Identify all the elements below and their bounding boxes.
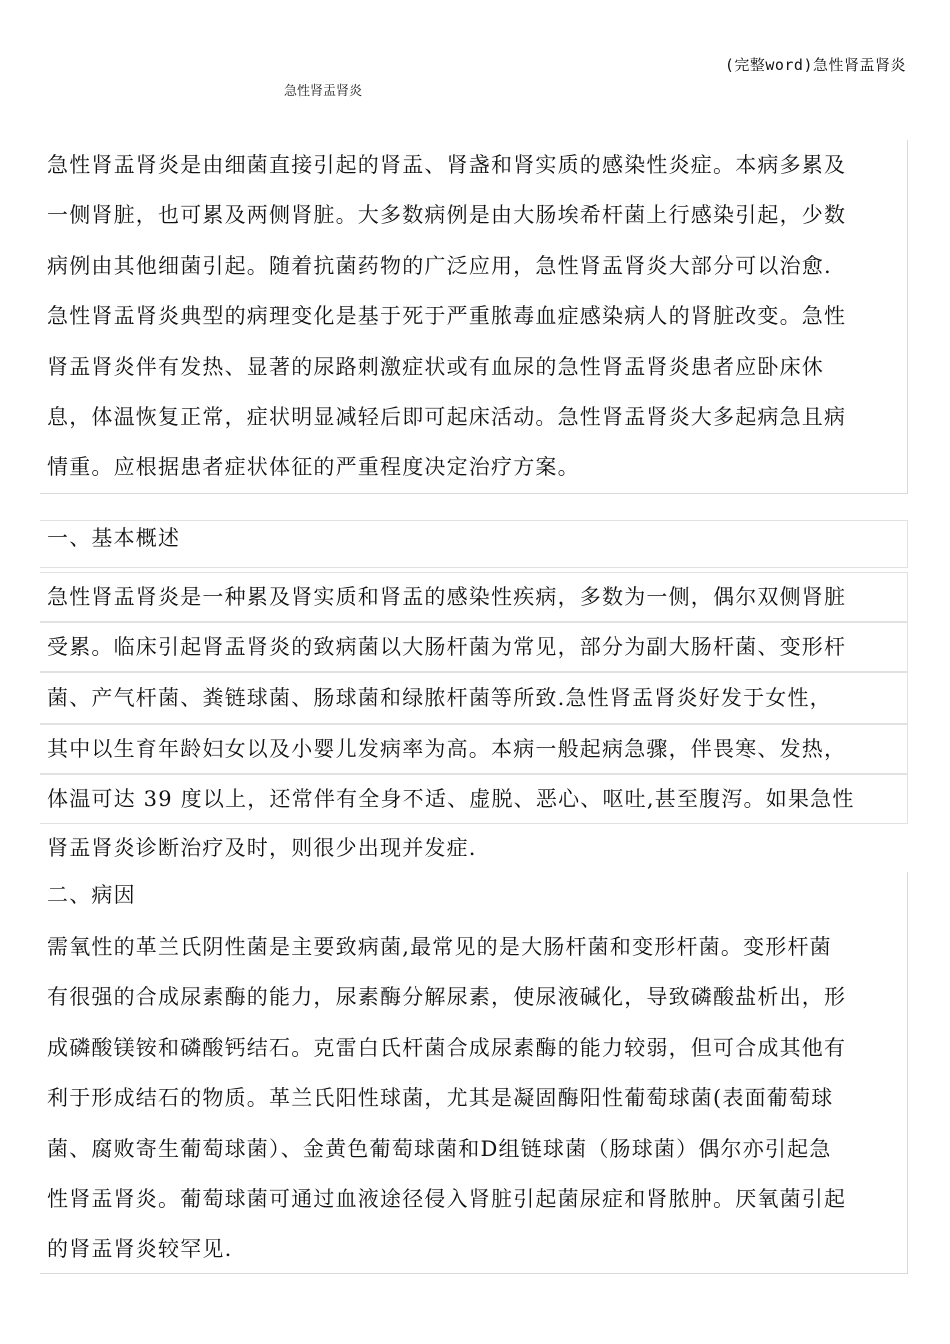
overview-line-box xyxy=(40,824,908,874)
causes-line: 成磷酸镁铵和磷酸钙结石。克雷白氏杆菌合成尿素酶的能力较弱，但可合成其他有 xyxy=(47,1035,847,1060)
intro-line: 急性肾盂肾炎是由细菌直接引起的肾盂、肾盏和肾实质的感染性炎症。本病多累及 xyxy=(47,153,847,177)
overview-line-box xyxy=(40,774,908,824)
causes-line: 的肾盂肾炎较罕见. xyxy=(47,1237,233,1262)
overview-line-box xyxy=(40,724,908,774)
section-heading-causes: 二、病因 xyxy=(47,883,136,907)
intro-line: 情重。应根据患者症状体征的严重程度决定治疗方案。 xyxy=(47,455,580,480)
overview-line: 体温可达 39 度以上，还常伴有全身不适、虚脱、恶心、呕吐,甚至腹泻。如果急性 xyxy=(47,787,855,811)
intro-line: 病例由其他细菌引起。随着抗菌药物的广泛应用，急性肾盂肾炎大部分可以治愈. xyxy=(47,253,832,278)
causes-line: 需氧性的革兰氏阴性菌是主要致病菌,最常见的是大肠杆菌和变形杆菌。变形杆菌 xyxy=(47,935,832,959)
section-heading-overview xyxy=(40,520,908,568)
causes-line: 菌、腐败寄生葡萄球菌）、金黄色葡萄球菌和D组链球菌（肠球菌）偶尔亦引起急 xyxy=(47,1136,832,1161)
running-header-title: (完整word)急性肾盂肾炎 xyxy=(724,56,906,74)
overview-line: 急性肾盂肾炎是一种累及肾实质和肾盂的感染性疾病，多数为一侧，偶尔双侧肾脏 xyxy=(47,585,847,609)
intro-line: 一侧肾脏，也可累及两侧肾脏。大多数病例是由大肠埃希杆菌上行感染引起，少数 xyxy=(47,203,847,228)
intro-paragraph xyxy=(40,140,908,494)
document-title: 急性肾盂肾炎 xyxy=(284,84,363,99)
causes-section xyxy=(40,872,908,1274)
overview-line: 肾盂肾炎诊断治疗及时，则很少出现并发症. xyxy=(47,836,477,860)
overview-line-box xyxy=(40,672,908,724)
intro-line: 急性肾盂肾炎典型的病理变化是基于死于严重脓毒血症感染病人的肾脏改变。急性 xyxy=(47,304,847,329)
overview-line: 受累。临床引起肾盂肾炎的致病菌以大肠杆菌为常见，部分为副大肠杆菌、变形杆 xyxy=(47,635,847,659)
intro-line: 息，体温恢复正常，症状明显减轻后即可起床活动。急性肾盂肾炎大多起病急且病 xyxy=(47,404,847,429)
causes-line: 有很强的合成尿素酶的能力，尿素酶分解尿素，使尿液碱化，导致磷酸盐析出，形 xyxy=(47,985,847,1010)
intro-line: 肾盂肾炎伴有发热、显著的尿路刺激症状或有血尿的急性肾盂肾炎患者应卧床休 xyxy=(47,354,824,379)
causes-line: 性肾盂肾炎。葡萄球菌可通过血液途径侵入肾脏引起菌尿症和肾脓肿。厌氧菌引起 xyxy=(47,1186,847,1211)
overview-line-box xyxy=(40,622,908,672)
causes-line: 利于形成结石的物质。革兰氏阳性球菌，尤其是凝固酶阳性葡萄球菌(表面葡萄球 xyxy=(47,1086,834,1111)
overview-line: 其中以生育年龄妇女以及小婴儿发病率为高。本病一般起病急骤，伴畏寒、发热， xyxy=(47,737,847,761)
overview-line: 菌、产气杆菌、粪链球菌、肠球菌和绿脓杆菌等所致.急性肾盂肾炎好发于女性， xyxy=(47,686,832,710)
section-heading-text: 一、基本概述 xyxy=(47,526,181,550)
overview-line-box xyxy=(40,572,908,622)
